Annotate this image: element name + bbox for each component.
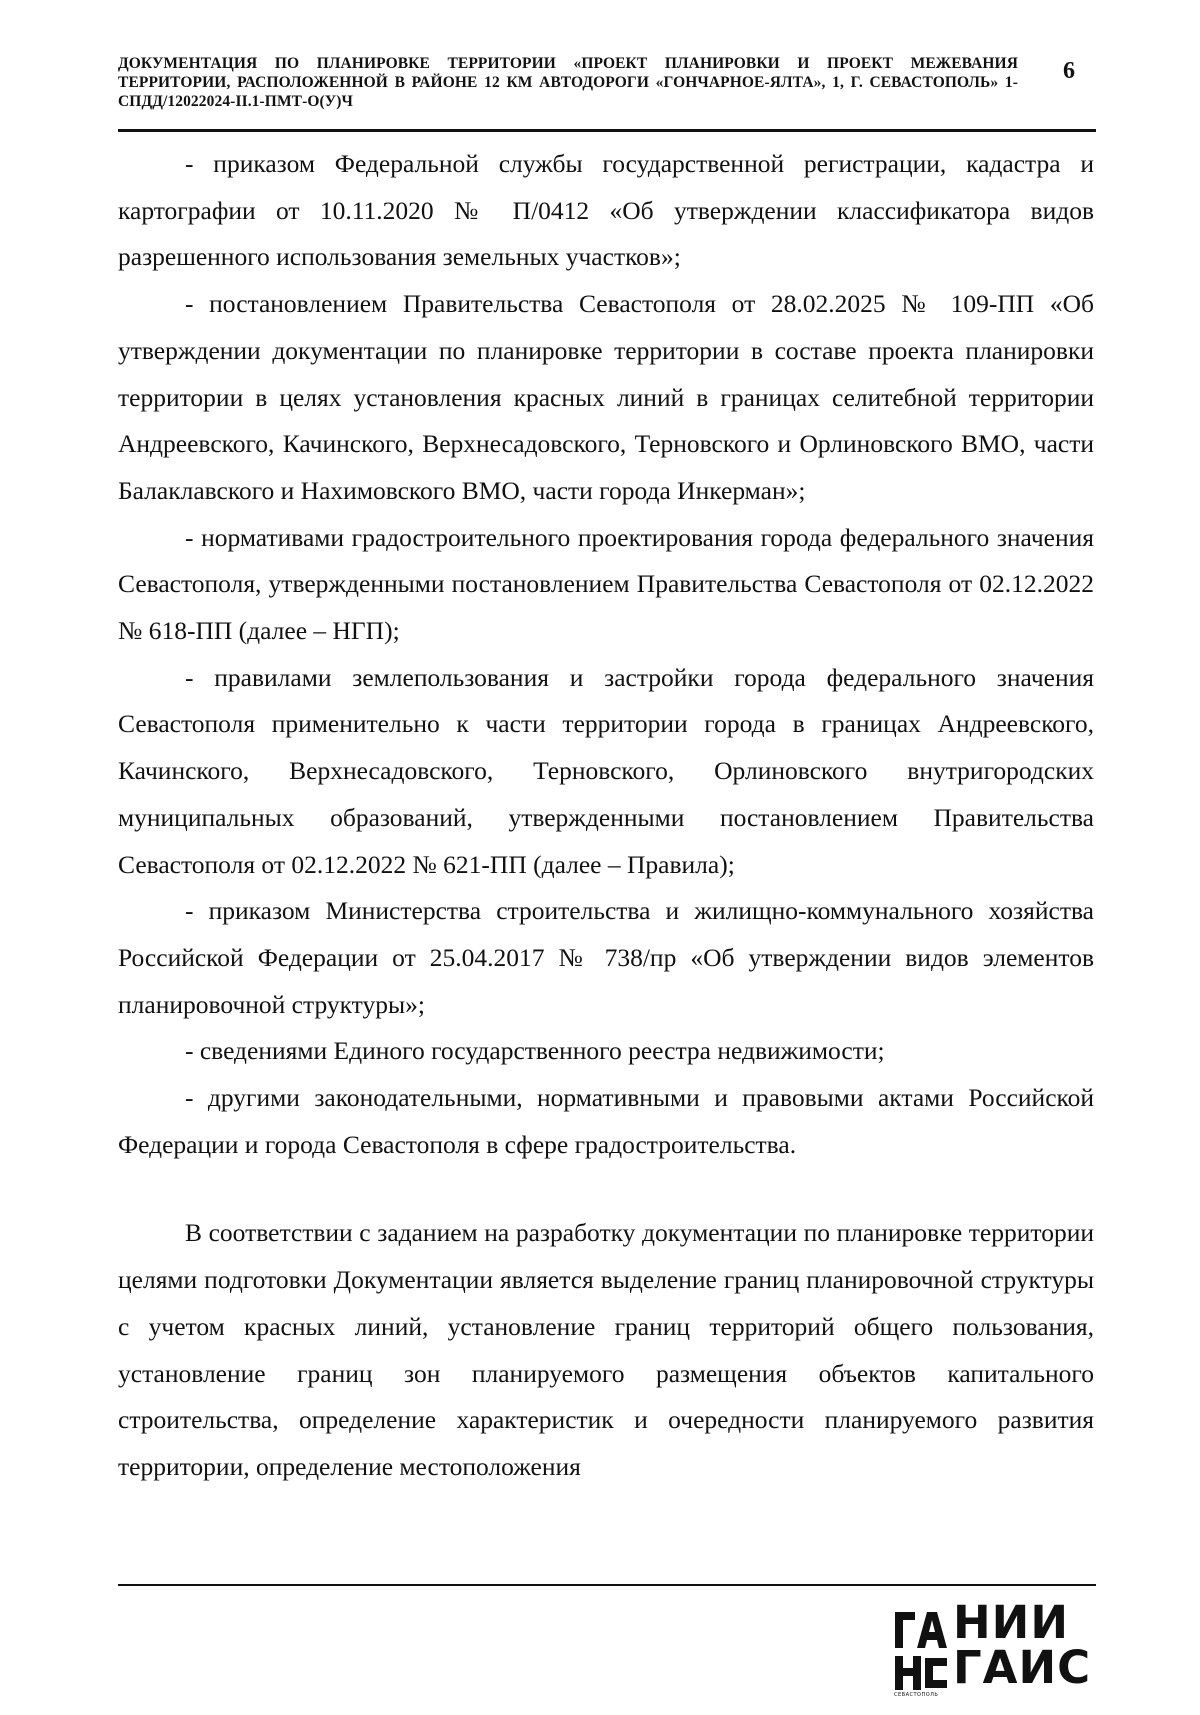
logo-text-line-1: НИИ <box>953 1596 1069 1649</box>
paragraph: В соответствии с заданием на разработку документации по планировке территории целями подготовки Документации является выделение границ планировочной структуры с учетом красных линий, установление границ территорий общего пользования, установление границ зон планируемого размещения объектов капитального строительства, определение характеристик и очередности планируемого развития территории, определение местоположения <box>118 1218 1094 1481</box>
page-number: 6 <box>1063 58 1075 84</box>
logo-text <box>953 1596 1092 1694</box>
paragraph: - приказом Министерства строительства и жилищно-коммунального хозяйства Российской Федерации от 25.04.2017 № 738/пр «Об утверждении видов элементов планировочной структуры»; <box>118 896 1094 1019</box>
paragraph: - нормативами градостроительного проектирования города федерального значения Севастополя, утвержденными постановлением Правительства Севастополя от 02.12.2022 № 618-ПП (далее – НГП); <box>118 522 1094 646</box>
paragraph: - правилами землепользования и застройки города федерального значения Севастополя применительно к части территории города в границах Андреевского, Качинского, Верхнесадовского, Терновского, Орлиновского внутригородских муниципальных образований, утвержденными постановлением Правительства Севастополя от 02.12.2022 № 621-ПП (далее – Правила); <box>118 662 1094 879</box>
logo-text-line-2: ГАИС <box>953 1641 1092 1694</box>
logo-mark-icon <box>893 1608 949 1694</box>
company-logo <box>893 1596 1092 1703</box>
paragraph: - другими законодательными, нормативными и правовыми актами Российской Федерации и города Севастополя в сфере градостроительства. <box>118 1083 1094 1159</box>
footer-divider <box>118 1584 1096 1586</box>
document-body <box>118 141 1094 1491</box>
logo-caption: СЕВАСТОПОЛЬ <box>894 1692 939 1698</box>
paragraph: - приказом Федеральной службы государственной регистрации, кадастра и картографии от 10.11.2020 № П/0412 «Об утверждении классификатора видов разрешенного использования земельных участков»; <box>118 149 1094 272</box>
document-header: ДОКУМЕНТАЦИЯ ПО ПЛАНИРОВКЕ ТЕРРИТОРИИ «ПРОЕКТ ПЛАНИРОВКИ И ПРОЕКТ МЕЖЕВАНИЯ ТЕРРИТОРИИ, РАСПОЛОЖЕННОЙ В РАЙОНЕ 12 КМ АВТОДОРОГИ «ГОНЧАРНОЕ-ЯЛТА», 1, Г. СЕВАСТОПОЛЬ» 1-СПДД/12022024-II.1-ПМТ-О(У)Ч <box>118 55 1018 110</box>
paragraph: - постановлением Правительства Севастополя от 28.02.2025 № 109-ПП «Об утверждении документации по планировке территории в составе проекта планировки территории в целях установления красных линий в границах селитебной территории Андреевского, Качинского, Верхнесадовского, Терновского и Орлиновского ВМО, части Балаклавского и Нахимовского ВМО, части города Инкерман»; <box>118 289 1094 505</box>
header-divider <box>118 129 1096 132</box>
paragraph: - сведениями Единого государственного реестра недвижимости; <box>185 1036 885 1066</box>
